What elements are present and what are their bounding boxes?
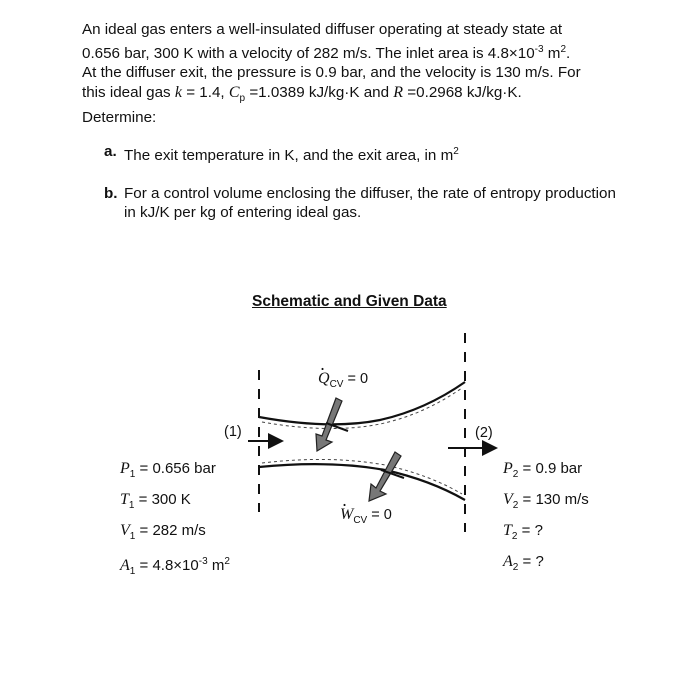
- inlet-area: $A_1 = 4.8\times 10^{-3}$ $m^2$: [120, 556, 230, 577]
- part-a-label: a.: [104, 143, 117, 160]
- problem-line-2: 0.656 bar, 300 K with a velocity of 282 m/s. The inlet area is $4.8\times 10^{-3}$ $m^2$.: [82, 43, 571, 62]
- problem-line-3: At the diffuser exit, the pressure is 0.9 bar, and the velocity is 130 m/s. For: [82, 64, 581, 82]
- schematic-title: Schematic and Given Data: [252, 293, 447, 310]
- part-b-label: b.: [104, 184, 118, 202]
- work-label: · $W_{CV} = 0$: [340, 506, 392, 526]
- exit-pressure: $P_2 = 0.9$ bar: [503, 460, 583, 480]
- exit-temperature: $T_2$ = ?: [503, 522, 543, 542]
- part-a-text: The exit temperature in K, and the exit area, in $m^2$: [124, 146, 459, 165]
- heat-transfer-label: · $Q_{CV} = 0$: [318, 370, 368, 390]
- exit-velocity: $V_2 = 130$ m/s: [503, 491, 589, 511]
- part-b-text: For a control volume enclosing the diffuser, the rate of entropy production in kJ/K per kg of entering ideal gas.: [124, 184, 616, 222]
- diffuser-lower-wall: [259, 464, 465, 500]
- exit-area: $A_2$ = ?: [503, 553, 544, 573]
- problem-line-5: Determine:: [82, 109, 157, 127]
- exit-given-data: [503, 456, 589, 580]
- station-1-label: (1): [224, 424, 242, 440]
- station-2-label: (2): [475, 425, 493, 441]
- problem-line-4: this ideal gas k = 1.4, $C_p =1.0389$ kJ/kg·K and R =0.2968 kJ/kg·K.: [82, 83, 522, 104]
- inlet-given-data: [120, 456, 230, 584]
- inlet-temperature: $T_1 = 300$ K: [120, 491, 191, 511]
- inlet-velocity: $V_1 = 282$ m/s: [120, 522, 206, 542]
- work-arrow: [369, 452, 404, 501]
- problem-line-1: An ideal gas enters a well-insulated diffuser operating at steady state at: [82, 21, 563, 38]
- inlet-pressure: $P_1 = 0.656$ bar: [120, 460, 216, 480]
